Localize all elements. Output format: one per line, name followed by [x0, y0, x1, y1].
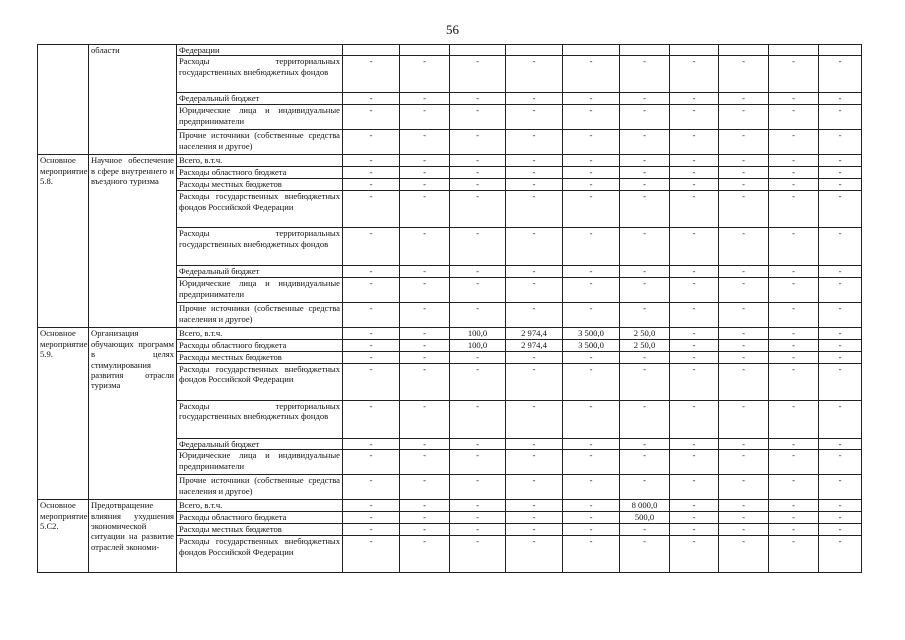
year-value-cell: - — [400, 536, 450, 573]
year-value-cell: - — [819, 155, 862, 167]
year-value-cell: - — [563, 438, 620, 449]
year-value-cell — [563, 45, 620, 56]
year-value-cell: - — [670, 328, 719, 340]
year-value-cell: - — [400, 266, 450, 278]
funding-table — [37, 44, 862, 573]
year-value-cell: - — [670, 130, 719, 155]
funding-source: Юридические лица и индивидуальные предприниматели — [177, 105, 343, 130]
funding-source: Расходы местных бюджетов — [177, 352, 343, 363]
funding-source: Расходы государственных внебюджетных фондов Российской Федерации — [177, 536, 343, 573]
funding-source: Расходы областного бюджета — [177, 167, 343, 179]
year-value-cell: - — [400, 524, 450, 536]
year-value-cell: - — [343, 167, 400, 179]
year-value-cell: - — [506, 524, 563, 536]
year-value-cell: - — [769, 340, 819, 352]
year-value-cell: - — [506, 179, 563, 191]
year-value-cell: - — [563, 278, 620, 303]
year-value-cell: - — [670, 228, 719, 266]
year-value-cell: - — [819, 303, 862, 328]
year-value-cell: - — [620, 105, 670, 130]
year-value-cell: - — [670, 524, 719, 536]
year-value-cell: - — [343, 303, 400, 328]
year-value-cell: - — [343, 475, 400, 500]
year-value-cell: - — [719, 167, 769, 179]
year-value-cell: - — [343, 536, 400, 573]
year-value-cell: - — [563, 352, 620, 363]
year-value-cell: - — [670, 352, 719, 363]
year-value-cell: - — [719, 438, 769, 449]
year-value-cell: - — [819, 475, 862, 500]
year-value-cell: - — [719, 266, 769, 278]
year-value-cell: - — [506, 228, 563, 266]
year-value-cell: - — [769, 105, 819, 130]
funding-source: Прочие источники (собственные средства населения и другое) — [177, 130, 343, 155]
year-value-cell: - — [819, 438, 862, 449]
year-value-cell: - — [620, 524, 670, 536]
year-value-cell: - — [819, 536, 862, 573]
year-value-cell: - — [506, 56, 563, 93]
year-value-cell: - — [670, 278, 719, 303]
year-value-cell: - — [506, 130, 563, 155]
year-value-cell: - — [819, 352, 862, 363]
year-value-cell: - — [719, 56, 769, 93]
activity-code: Основное мероприятие 5.8. — [38, 155, 89, 328]
year-value-cell: 2 50,0 — [620, 340, 670, 352]
year-value-cell: 3 500,0 — [563, 328, 620, 340]
year-value-cell: - — [819, 340, 862, 352]
year-value-cell: - — [670, 105, 719, 130]
year-value-cell: - — [719, 191, 769, 228]
year-value-cell: - — [769, 438, 819, 449]
year-value-cell: - — [670, 536, 719, 573]
year-value-cell: - — [563, 155, 620, 167]
year-value-cell: - — [450, 56, 506, 93]
year-value-cell: - — [506, 167, 563, 179]
year-value-cell: - — [670, 167, 719, 179]
year-value-cell: - — [400, 278, 450, 303]
year-value-cell: - — [769, 352, 819, 363]
table-row — [38, 45, 862, 56]
funding-source: Всего, в.т.ч. — [177, 155, 343, 167]
year-value-cell: - — [450, 524, 506, 536]
funding-source: Федеральный бюджет — [177, 438, 343, 449]
activity-name: Предотвращение влияния ухудшения экономической ситуации на развитие отраслей экономи- — [89, 500, 177, 573]
year-value-cell: 100,0 — [450, 340, 506, 352]
year-value-cell: - — [769, 167, 819, 179]
year-value-cell: - — [450, 228, 506, 266]
year-value-cell: - — [400, 475, 450, 500]
year-value-cell: - — [506, 450, 563, 475]
year-value-cell — [670, 45, 719, 56]
year-value-cell: - — [563, 130, 620, 155]
year-value-cell — [450, 45, 506, 56]
year-value-cell: - — [620, 475, 670, 500]
year-value-cell: - — [719, 400, 769, 438]
funding-source: Всего, в.т.ч. — [177, 500, 343, 512]
year-value-cell: - — [819, 179, 862, 191]
year-value-cell: - — [670, 303, 719, 328]
year-value-cell: - — [670, 93, 719, 105]
year-value-cell: - — [563, 475, 620, 500]
year-value-cell: - — [563, 56, 620, 93]
year-value-cell: - — [563, 303, 620, 328]
activity-name: Организация обучающих программ в целях стимулирования развития отрасли туризма — [89, 328, 177, 500]
year-value-cell: - — [400, 328, 450, 340]
year-value-cell: 8 000,0 — [620, 500, 670, 512]
year-value-cell: - — [450, 303, 506, 328]
funding-source: Расходы территориальных государственных внебюджетных фондов — [177, 228, 343, 266]
year-value-cell: - — [563, 228, 620, 266]
year-value-cell: - — [769, 363, 819, 400]
year-value-cell: - — [400, 450, 450, 475]
year-value-cell: - — [620, 400, 670, 438]
year-value-cell: - — [620, 438, 670, 449]
year-value-cell: - — [450, 352, 506, 363]
year-value-cell: - — [506, 363, 563, 400]
year-value-cell — [620, 45, 670, 56]
year-value-cell: - — [620, 450, 670, 475]
year-value-cell: - — [769, 500, 819, 512]
year-value-cell: - — [400, 352, 450, 363]
table-row — [38, 155, 862, 167]
year-value-cell — [769, 45, 819, 56]
year-value-cell: - — [769, 400, 819, 438]
year-value-cell: - — [343, 363, 400, 400]
year-value-cell: - — [769, 328, 819, 340]
year-value-cell: - — [670, 266, 719, 278]
year-value-cell: - — [819, 266, 862, 278]
year-value-cell: - — [819, 105, 862, 130]
activity-code — [38, 45, 89, 155]
year-value-cell: - — [506, 536, 563, 573]
year-value-cell: - — [670, 191, 719, 228]
year-value-cell: - — [450, 179, 506, 191]
year-value-cell: - — [769, 266, 819, 278]
year-value-cell: - — [719, 130, 769, 155]
year-value-cell: - — [563, 536, 620, 573]
year-value-cell: - — [719, 228, 769, 266]
year-value-cell: 2 974,4 — [506, 328, 563, 340]
year-value-cell: - — [343, 500, 400, 512]
year-value-cell: - — [563, 450, 620, 475]
year-value-cell: - — [343, 512, 400, 524]
year-value-cell: - — [563, 512, 620, 524]
year-value-cell: - — [620, 266, 670, 278]
year-value-cell: - — [343, 278, 400, 303]
year-value-cell: - — [563, 105, 620, 130]
year-value-cell: - — [769, 278, 819, 303]
year-value-cell: - — [670, 500, 719, 512]
year-value-cell: - — [670, 400, 719, 438]
year-value-cell: - — [343, 450, 400, 475]
year-value-cell: - — [400, 155, 450, 167]
year-value-cell: - — [506, 303, 563, 328]
page-number: 56 — [446, 22, 459, 37]
year-value-cell: - — [620, 363, 670, 400]
activity-name: Научное обеспечение в сфере внутреннего и въездного туризма — [89, 155, 177, 328]
year-value-cell: - — [620, 130, 670, 155]
year-value-cell: - — [620, 179, 670, 191]
funding-source: Прочие источники (собственные средства населения и другое) — [177, 475, 343, 500]
year-value-cell: - — [670, 179, 719, 191]
year-value-cell: - — [400, 105, 450, 130]
year-value-cell: - — [620, 303, 670, 328]
year-value-cell: - — [450, 93, 506, 105]
year-value-cell: - — [719, 512, 769, 524]
year-value-cell: - — [719, 363, 769, 400]
year-value-cell: - — [400, 56, 450, 93]
year-value-cell: - — [620, 352, 670, 363]
year-value-cell: - — [719, 450, 769, 475]
year-value-cell: 100,0 — [450, 328, 506, 340]
year-value-cell: - — [450, 266, 506, 278]
year-value-cell: - — [343, 266, 400, 278]
year-value-cell: - — [506, 155, 563, 167]
year-value-cell — [506, 45, 563, 56]
year-value-cell: - — [506, 400, 563, 438]
year-value-cell: - — [670, 363, 719, 400]
year-value-cell: - — [400, 438, 450, 449]
year-value-cell: - — [620, 191, 670, 228]
year-value-cell: - — [670, 56, 719, 93]
year-value-cell: - — [620, 228, 670, 266]
year-value-cell: - — [563, 524, 620, 536]
year-value-cell: - — [563, 266, 620, 278]
year-value-cell: - — [719, 93, 769, 105]
year-value-cell: - — [620, 155, 670, 167]
year-value-cell: - — [450, 155, 506, 167]
year-value-cell: - — [563, 179, 620, 191]
year-value-cell: - — [819, 228, 862, 266]
year-value-cell: - — [620, 278, 670, 303]
year-value-cell: - — [719, 475, 769, 500]
year-value-cell: 2 974,4 — [506, 340, 563, 352]
year-value-cell: - — [506, 278, 563, 303]
funding-source: Расходы государственных внебюджетных фондов Российской Федерации — [177, 191, 343, 228]
activity-code: Основное мероприятие 5.9. — [38, 328, 89, 500]
year-value-cell: - — [506, 266, 563, 278]
year-value-cell: - — [769, 303, 819, 328]
year-value-cell: - — [563, 500, 620, 512]
year-value-cell: - — [506, 352, 563, 363]
year-value-cell: - — [819, 400, 862, 438]
year-value-cell: - — [769, 179, 819, 191]
year-value-cell: - — [769, 475, 819, 500]
year-value-cell: - — [343, 56, 400, 93]
year-value-cell: - — [450, 450, 506, 475]
year-value-cell — [343, 45, 400, 56]
funding-source: Расходы местных бюджетов — [177, 524, 343, 536]
year-value-cell: - — [719, 179, 769, 191]
year-value-cell: - — [819, 524, 862, 536]
funding-source: Расходы территориальных государственных внебюджетных фондов — [177, 400, 343, 438]
year-value-cell: - — [400, 340, 450, 352]
year-value-cell: - — [400, 400, 450, 438]
year-value-cell: - — [769, 524, 819, 536]
year-value-cell: - — [343, 105, 400, 130]
year-value-cell: - — [819, 363, 862, 400]
year-value-cell: - — [450, 130, 506, 155]
year-value-cell: - — [450, 475, 506, 500]
year-value-cell: - — [506, 105, 563, 130]
table-row — [38, 328, 862, 340]
year-value-cell: - — [719, 328, 769, 340]
funding-source: Федерации — [177, 45, 343, 56]
year-value-cell: - — [769, 450, 819, 475]
year-value-cell — [719, 45, 769, 56]
year-value-cell: - — [343, 400, 400, 438]
year-value-cell: - — [670, 155, 719, 167]
funding-source: Расходы государственных внебюджетных фондов Российской Федерации — [177, 363, 343, 400]
year-value-cell: - — [343, 179, 400, 191]
year-value-cell: - — [819, 512, 862, 524]
year-value-cell: - — [343, 130, 400, 155]
funding-source: Расходы территориальных государственных внебюджетных фондов — [177, 56, 343, 93]
year-value-cell: - — [819, 278, 862, 303]
year-value-cell: - — [343, 328, 400, 340]
year-value-cell — [819, 45, 862, 56]
year-value-cell: - — [450, 191, 506, 228]
year-value-cell: - — [563, 400, 620, 438]
year-value-cell: - — [400, 512, 450, 524]
year-value-cell: - — [769, 536, 819, 573]
year-value-cell: - — [620, 536, 670, 573]
year-value-cell: - — [563, 93, 620, 105]
year-value-cell — [400, 45, 450, 56]
year-value-cell: - — [670, 340, 719, 352]
year-value-cell: - — [343, 191, 400, 228]
year-value-cell: - — [769, 56, 819, 93]
year-value-cell: - — [719, 500, 769, 512]
year-value-cell: 500,0 — [620, 512, 670, 524]
table-row — [38, 500, 862, 512]
year-value-cell: - — [670, 450, 719, 475]
year-value-cell: - — [506, 191, 563, 228]
year-value-cell: - — [450, 278, 506, 303]
year-value-cell: - — [719, 524, 769, 536]
year-value-cell: - — [450, 500, 506, 512]
funding-source: Расходы местных бюджетов — [177, 179, 343, 191]
year-value-cell: - — [400, 191, 450, 228]
year-value-cell: - — [819, 167, 862, 179]
year-value-cell: - — [819, 191, 862, 228]
year-value-cell: - — [563, 167, 620, 179]
activity-name: области — [89, 45, 177, 155]
year-value-cell: - — [450, 363, 506, 400]
year-value-cell: - — [670, 512, 719, 524]
year-value-cell: - — [400, 228, 450, 266]
year-value-cell: - — [343, 155, 400, 167]
year-value-cell: - — [769, 93, 819, 105]
year-value-cell: - — [620, 167, 670, 179]
year-value-cell: - — [719, 105, 769, 130]
funding-source: Юридические лица и индивидуальные предприниматели — [177, 278, 343, 303]
year-value-cell: - — [719, 536, 769, 573]
year-value-cell: - — [563, 363, 620, 400]
year-value-cell: - — [769, 512, 819, 524]
funding-source: Расходы областного бюджета — [177, 340, 343, 352]
year-value-cell: - — [670, 438, 719, 449]
funding-source: Всего, в.т.ч. — [177, 328, 343, 340]
year-value-cell: - — [670, 475, 719, 500]
year-value-cell: - — [343, 352, 400, 363]
year-value-cell: - — [400, 500, 450, 512]
year-value-cell: - — [506, 500, 563, 512]
year-value-cell: - — [819, 328, 862, 340]
year-value-cell: 3 500,0 — [563, 340, 620, 352]
year-value-cell: - — [450, 105, 506, 130]
year-value-cell: - — [400, 179, 450, 191]
funding-source: Федеральный бюджет — [177, 266, 343, 278]
year-value-cell: - — [343, 93, 400, 105]
year-value-cell: - — [819, 93, 862, 105]
year-value-cell: - — [719, 155, 769, 167]
activity-code: Основное мероприятие 5.С2. — [38, 500, 89, 573]
year-value-cell: - — [450, 512, 506, 524]
funding-source: Юридические лица и индивидуальные предприниматели — [177, 450, 343, 475]
year-value-cell: - — [719, 278, 769, 303]
year-value-cell: - — [506, 438, 563, 449]
funding-source: Федеральный бюджет — [177, 93, 343, 105]
year-value-cell: - — [620, 93, 670, 105]
year-value-cell: - — [819, 130, 862, 155]
year-value-cell: - — [819, 500, 862, 512]
year-value-cell: - — [400, 130, 450, 155]
funding-source: Расходы областного бюджета — [177, 512, 343, 524]
year-value-cell: - — [506, 93, 563, 105]
year-value-cell: - — [769, 130, 819, 155]
year-value-cell: - — [563, 191, 620, 228]
year-value-cell: - — [506, 475, 563, 500]
year-value-cell: - — [400, 167, 450, 179]
funding-source: Прочие источники (собственные средства населения и другое) — [177, 303, 343, 328]
year-value-cell: - — [719, 303, 769, 328]
year-value-cell: - — [769, 228, 819, 266]
year-value-cell: - — [343, 438, 400, 449]
year-value-cell: - — [620, 56, 670, 93]
year-value-cell: - — [450, 438, 506, 449]
year-value-cell: - — [719, 340, 769, 352]
year-value-cell: - — [450, 536, 506, 573]
year-value-cell: - — [400, 93, 450, 105]
year-value-cell: - — [343, 228, 400, 266]
year-value-cell: - — [506, 512, 563, 524]
year-value-cell: - — [819, 56, 862, 93]
year-value-cell: 2 50,0 — [620, 328, 670, 340]
year-value-cell: - — [719, 352, 769, 363]
year-value-cell: - — [400, 303, 450, 328]
year-value-cell: - — [819, 450, 862, 475]
year-value-cell: - — [343, 524, 400, 536]
year-value-cell: - — [450, 400, 506, 438]
year-value-cell: - — [400, 363, 450, 400]
year-value-cell: - — [450, 167, 506, 179]
year-value-cell: - — [343, 340, 400, 352]
year-value-cell: - — [769, 155, 819, 167]
year-value-cell: - — [769, 191, 819, 228]
